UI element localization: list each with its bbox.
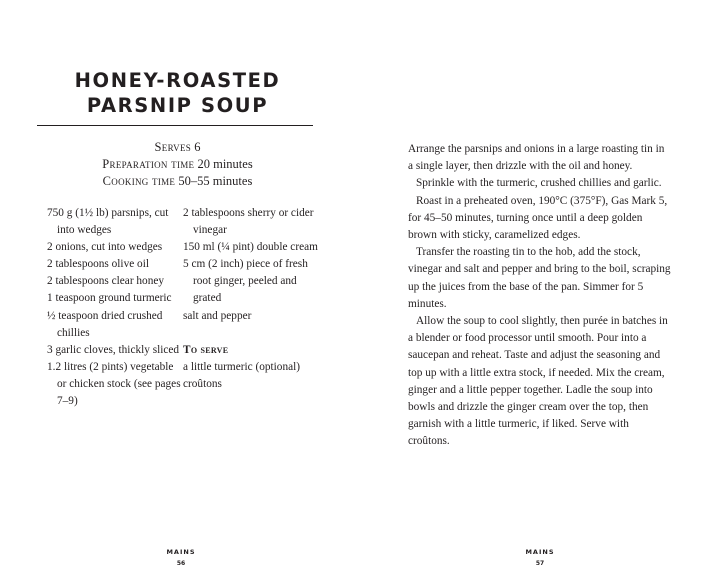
cook-time-value: 50–55 minutes: [178, 174, 253, 188]
ingredient-item: 2 tablespoons olive oil: [47, 258, 149, 271]
method-paragraph: Sprinkle with the turmeric, crushed chillies and garlic.: [416, 177, 662, 190]
recipe-title-line1: HONEY-ROASTED: [74, 69, 281, 92]
prep-time-line: [40, 156, 315, 173]
serves-line: [40, 139, 315, 156]
method-paragraph: Roast in a preheated oven, 190°C (375°F), Gas Mark 5, for 45–50 minutes, turning once until a deep golden brown with sticky, caramelized edges.: [408, 194, 668, 242]
method-paragraph: Transfer the roasting tin to the hob, add the stock, vinegar and salt and pepper and bring to the boil, scraping up the juices from the base of the pan. Simmer for 5 minutes.: [408, 246, 671, 310]
ingredient-item: 750 g (1½ lb) parsnips, cut into wedges: [47, 207, 169, 237]
method-text: [408, 141, 671, 451]
ingredient-item: 150 ml (¼ pint) double cream: [183, 241, 318, 254]
ingredients-column-1: [47, 205, 182, 410]
ingredient-item: 1.2 litres (2 pints) vegetable or chicken stock (see pages 7–9): [47, 360, 181, 408]
cook-time-line: [40, 173, 315, 190]
ingredient-item: 2 tablespoons clear honey: [47, 275, 165, 288]
ingredient-item: 2 tablespoons sherry or cider vinegar: [183, 207, 314, 237]
footer-left: [151, 548, 211, 568]
ingredients-column-2: [183, 205, 318, 393]
ingredient-item: 5 cm (2 inch) piece of fresh root ginger, peeled and grated: [183, 258, 308, 305]
recipe-title: [40, 68, 315, 118]
serves-value: 6: [194, 140, 201, 154]
page-number: 56: [176, 560, 186, 567]
serves-label: Serves: [154, 140, 192, 154]
cook-time-label: Cooking time: [102, 174, 176, 188]
to-serve-item: a little turmeric (optional): [183, 360, 301, 373]
prep-time-label: Preparation time: [102, 157, 195, 171]
section-name: MAINS: [166, 548, 196, 556]
section-name: MAINS: [525, 548, 555, 556]
method-paragraph: Allow the soup to cool slightly, then purée in batches in a blender or food processor until smooth. Pour into a saucepan and reheat. Taste and adjust the seasoning and top up with a little extra stock, if needed. Mix the cream, ginger and a little pepper together. Ladle the soup into bowls and drizzle the ginger cream over the top, then garnish with a little turmeric, if liked. Serve with croûtons.: [408, 315, 668, 448]
title-rule: [37, 125, 313, 126]
recipe-title-line2: PARSNIP SOUP: [86, 94, 269, 117]
page-number: 57: [535, 560, 545, 567]
ingredient-item: 3 garlic cloves, thickly sliced: [47, 343, 180, 356]
footer-right: [510, 548, 570, 568]
ingredient-item: 2 onions, cut into wedges: [47, 241, 163, 254]
ingredient-item: ½ teaspoon dried crushed chillies: [47, 309, 163, 339]
recipe-meta: [40, 139, 315, 190]
prep-time-value: 20 minutes: [197, 157, 253, 171]
method-paragraph: Arrange the parsnips and onions in a large roasting tin in a single layer, then drizzle with the oil and honey.: [408, 143, 665, 173]
ingredient-item: salt and pepper: [183, 309, 252, 322]
to-serve-item: croûtons: [183, 377, 222, 390]
to-serve-heading: To serve: [183, 343, 229, 356]
ingredient-item: 1 teaspoon ground turmeric: [47, 292, 172, 305]
